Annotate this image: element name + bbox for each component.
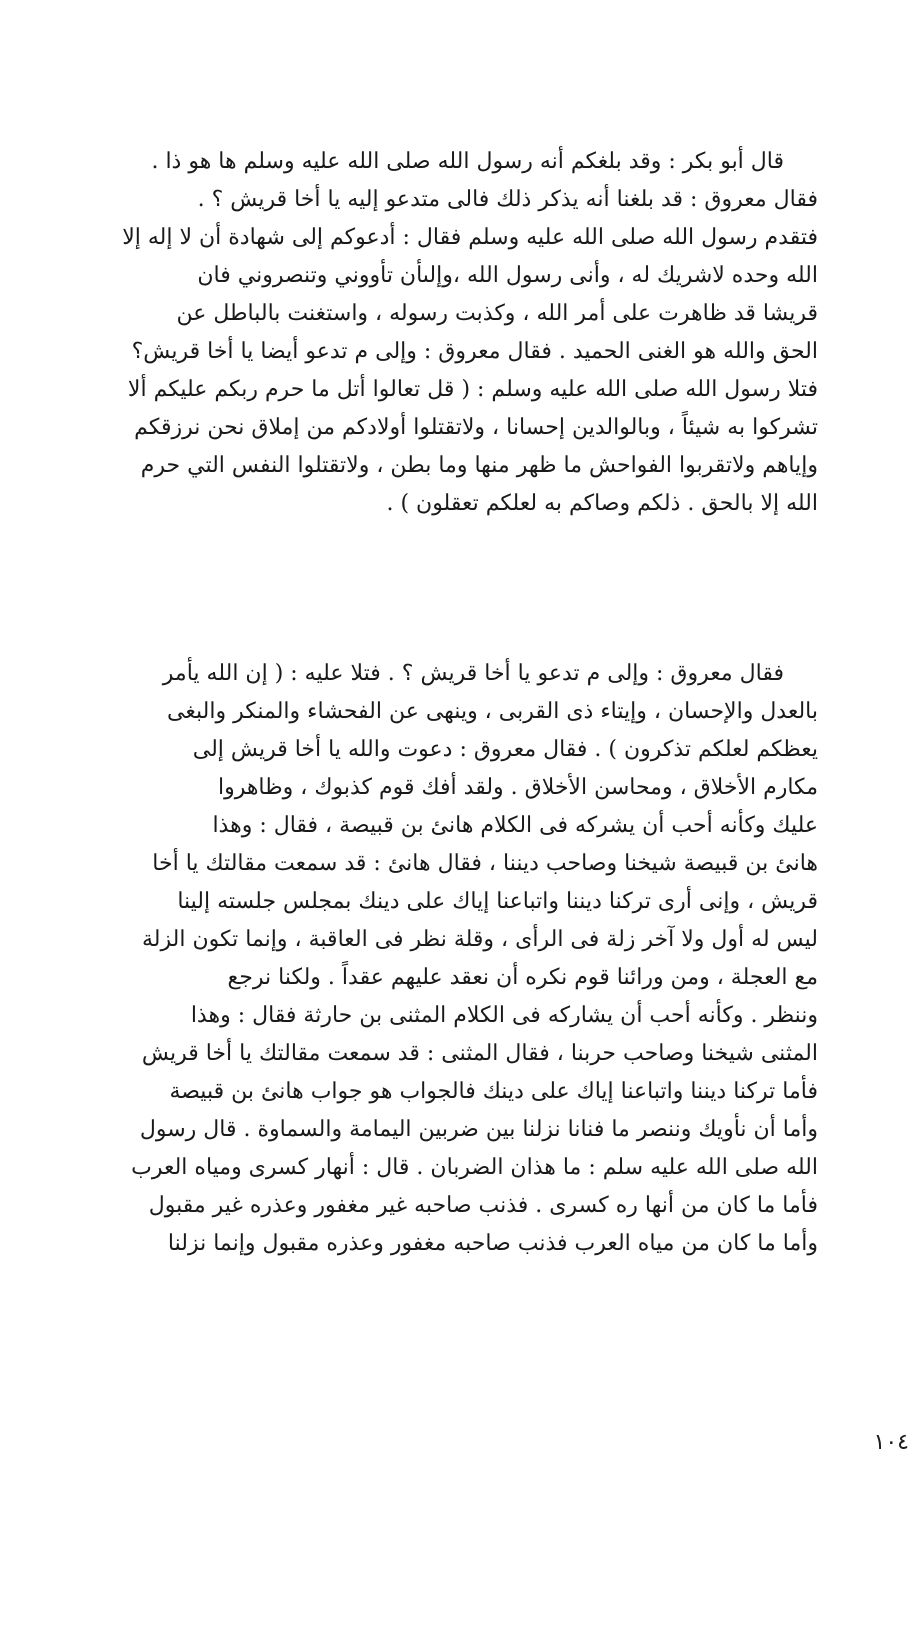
text-line: فقال معروق : وإلى م تدعو يا أخا قريش ؟ . فتلا عليه : ( إن الله يأمر [162,661,784,686]
text-line: عليك وكأنه أحب أن يشركه فى الكلام هانئ بن قبيصة ، فقال : وهذا [212,813,818,838]
text-line: مع العجلة ، ومن ورائنا قوم نكره أن نعقد عليهم عقداً . ولكنا نرجع [227,965,818,990]
text-line: قريش ، وإنى أرى تركنا ديننا واتباعنا إياك على دينك بمجلس جلسته إلينا [177,889,818,914]
text-line: الله صلى الله عليه سلم : ما هذان الضربان . قال : أنهار كسرى ومياه العرب [131,1155,818,1180]
text-line: الله وحده لاشريك له ، وأنى رسول الله ،وإلىأن تأووني وتنصروني فان [197,263,818,288]
text-line: الحق والله هو الغنى الحميد . فقال معروق : وإلى م تدعو أيضا يا أخا قريش؟ [131,339,818,364]
text-line: بالعدل والإحسان ، وإيتاء ذى القربى ، وينهى عن الفحشاء والمنكر والبغى [167,699,818,724]
text-line: وأما ما كان من مياه العرب فذنب صاحبه مغفور وعذره مقبول وإنما نزلنا [167,1231,818,1256]
text-line: يعظكم لعلكم تذكرون ) . فقال معروق : دعوت والله يا أخا قريش إلى [192,737,818,762]
text-line: تشركوا به شيئاً ، وبالوالدين إحسانا ، ولاتقتلوا أولادكم من إملاق نحن نرزقكم [134,415,818,440]
text-line: وإياهم ولاتقربوا الفواحش ما ظهر منها وما بطن ، ولاتقتلوا النفس التي حرم [140,453,818,478]
text-line: هانئ بن قبيصة شيخنا وصاحب ديننا ، فقال هانئ : قد سمعت مقالتك يا أخا [152,851,818,876]
text-line: وننظر . وكأنه أحب أن يشاركه فى الكلام المثنى بن حارثة فقال : وهذا [190,1003,818,1028]
text-line: الله إلا بالحق . ذلكم وصاكم به لعلكم تعقلون ) . [386,491,818,516]
paragraph-2 [82,655,818,1263]
text-line: المثنى شيخنا وصاحب حربنا ، فقال المثنى : قد سمعت مقالتك يا أخا قريش [141,1041,818,1066]
text-line: قريشا قد ظاهرت على أمر الله ، وكذبت رسوله ، واستغنت بالباطل عن [176,301,818,326]
text-line: ليس له أول ولا آخر زلة فى الرأى ، وقلة نظر فى العاقبة ، وإنما تكون الزلة [142,927,818,952]
text-line: فأما ما كان من أنها ره كسرى . فذنب صاحبه غير مغفور وعذره غير مقبول [148,1193,818,1218]
paragraph-1 [82,143,818,523]
page-number: ١٠٤ [873,1430,909,1455]
text-line: فقال معروق : قد بلغنا أنه يذكر ذلك فالى متدعو إليه يا أخا قريش ؟ . [197,187,818,212]
text-line: فتقدم رسول الله صلى الله عليه وسلم فقال : أدعوكم إلى شهادة أن لا إله إلا [122,225,818,250]
text-line: مكارم الأخلاق ، ومحاسن الأخلاق . ولقد أفك قوم كذبوك ، وظاهروا [217,775,818,800]
text-line: فتلا رسول الله صلى الله عليه وسلم : ( قل تعالوا أتل ما حرم ربكم عليكم ألا [127,377,818,402]
text-line: فأما تركنا ديننا واتباعنا إياك على دينك فالجواب هو جواب هانئ بن قبيصة [169,1079,818,1104]
text-line: وأما أن نأويك وننصر ما فنانا نزلنا بين ضربين اليمامة والسماوة . قال رسول [139,1117,818,1142]
text-line: قال أبو بكر : وقد بلغكم أنه رسول الله صلى الله عليه وسلم ها هو ذا . [151,149,784,174]
